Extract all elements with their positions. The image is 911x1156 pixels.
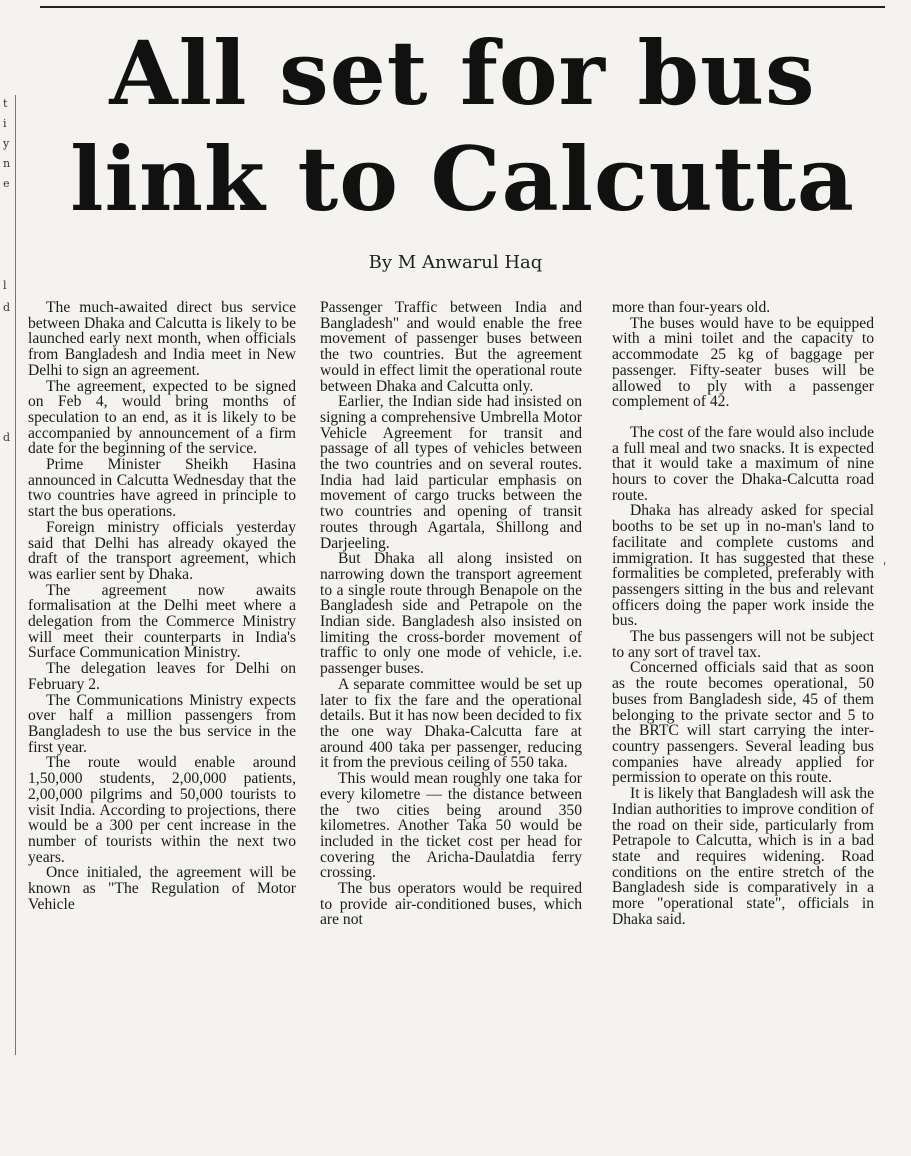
edge-letter: d xyxy=(3,301,11,314)
paragraph: more than four-years old. xyxy=(612,300,771,316)
paragraph: Passenger Traffic between India and Bangladesh" and would enable the free movement of passenger buses between the two countries. But the agreement would in effect limit the operational route between Dhaka and Calcutta only. xyxy=(320,300,582,395)
paragraph: The Communications Ministry expects over half a million passengers from Bangladesh to use the bus service in the first year. xyxy=(28,691,296,756)
paragraph: Earlier, the Indian side had insisted on signing a comprehensive Umbrella Motor Vehicle Agreement for transit and passage of all types of vehicles between the two countries and on several routes. India had laid particular emphasis on movement of cargo trucks between the two countries and opening of transit routes through Agartala, Shillong and Darjeeling. xyxy=(320,393,582,552)
paragraph: But Dhaka all along insisted on narrowing down the transport agreement to a single route through Benapole on the Bangladesh side and Petrapole on the Indian side. Bangladesh also insisted on limiting the cross-border movement of traffic to only one mode of vehicle, i.e. passenger buses. xyxy=(320,550,582,678)
paragraph: The buses would have to be equipped with a mini toilet and the capacity to accommodate 25 kg of baggage per passenger. Fifty-seater buses will be allowed to ply with a passenger complement of 42. xyxy=(612,314,874,411)
paragraph: The agreement now awaits formalisation at the Delhi meet where a delegation from the Commerce Ministry will meet their counterparts in India's Surface Communication Ministry. xyxy=(28,581,296,662)
column-divider xyxy=(15,95,16,1055)
byline: By M Anwarul Haq xyxy=(368,252,543,273)
paragraph: It is likely that Bangladesh will ask the Indian authorities to improve condition of the road on their side, particularly from Petrapole to Calcutta, which is in a bad state and requires widening. Road conditions on the entire stretch of the Bangladesh side is comparatively in a more "operational state", officials in Dhaka said. xyxy=(612,785,874,928)
paragraph: The route would enable around 1,50,000 students, 2,00,000 patients, 2,00,000 pilgrims and 50,000 tourists to visit India. According to projections, there would be a 300 per cent increase in the number of tourists within the next two years. xyxy=(28,754,296,866)
paragraph: Prime Minister Sheikh Hasina announced in Calcutta Wednesday that the two countries have agreed in principle to start the bus operations. xyxy=(28,456,296,521)
paragraph: The agreement, expected to be signed on Feb 4, would bring months of speculation to an end, as it is likely to be accompanied by announcement of a firm date for the beginning of the service. xyxy=(28,377,296,458)
article-column-3 xyxy=(612,300,874,1146)
edge-letter: t xyxy=(3,97,8,110)
paragraph: Concerned officials said that as soon as the route becomes operational, 50 buses from Bangladesh side, 45 of them belonging to the private sector and 5 to the BRTC will start carrying the inter-country passengers. Several leading bus companies have already applied for permission to operate on this route. xyxy=(612,659,874,787)
paragraph: The delegation leaves for Delhi on February 2. xyxy=(28,660,296,693)
headline: All set for bus link to Calcutta xyxy=(70,21,855,231)
paragraph: Once initialed, the agreement will be known as "The Regulation of Motor Vehicle xyxy=(28,864,296,913)
edge-letter: l xyxy=(3,279,7,292)
article-column-1 xyxy=(28,300,296,1146)
article-column-2 xyxy=(320,300,582,1146)
paragraph: The bus passengers will not be subject to any sort of travel tax. xyxy=(612,628,874,661)
paragraph: A separate committee would be set up later to fix the fare and the operational details. But it has now been decided to fix the one way Dhaka-Calcutta fare at around 400 taka per passenger, reducing it from the previous ceiling of 550 taka. xyxy=(320,675,582,772)
edge-letter: n xyxy=(3,157,11,170)
edge-letter: i xyxy=(3,117,7,130)
paragraph: The much-awaited direct bus service between Dhaka and Calcutta is likely to be launched early next month, when officials from Bangladesh and India meet in New Delhi to sign an agreement. xyxy=(28,300,296,379)
margin-mark: ' xyxy=(883,560,887,574)
top-rule xyxy=(40,6,885,8)
edge-letter: y xyxy=(3,137,10,150)
adjacent-column-fragment xyxy=(0,95,14,1055)
paragraph: The bus operators would be required to provide air-conditioned buses, which are not xyxy=(320,880,582,929)
paragraph: The cost of the fare would also include a full meal and two snacks. It is expected that it would take a maximum of nine hours to cover the Dhaka-Calcutta road route. xyxy=(612,423,874,504)
paragraph: Foreign ministry officials yesterday said that Delhi has already okayed the draft of the transport agreement, which was earlier sent by Dhaka. xyxy=(28,518,296,583)
edge-letter: e xyxy=(3,177,10,190)
paragraph: Dhaka has already asked for special booths to be set up in no-man's land to facilitate and complete customs and immigration. It has suggested that these formalities be completed, preferably with passengers sitting in the bus and relevant officers doing the paper work inside the bus. xyxy=(612,502,874,630)
paragraph: This would mean roughly one taka for every kilometre — the distance between the two cities being around 350 kilometres. Another Taka 50 would be included in the ticket cost per head for covering the Aricha-Daulatdia ferry crossing. xyxy=(320,770,582,882)
edge-letter: d xyxy=(3,431,11,444)
